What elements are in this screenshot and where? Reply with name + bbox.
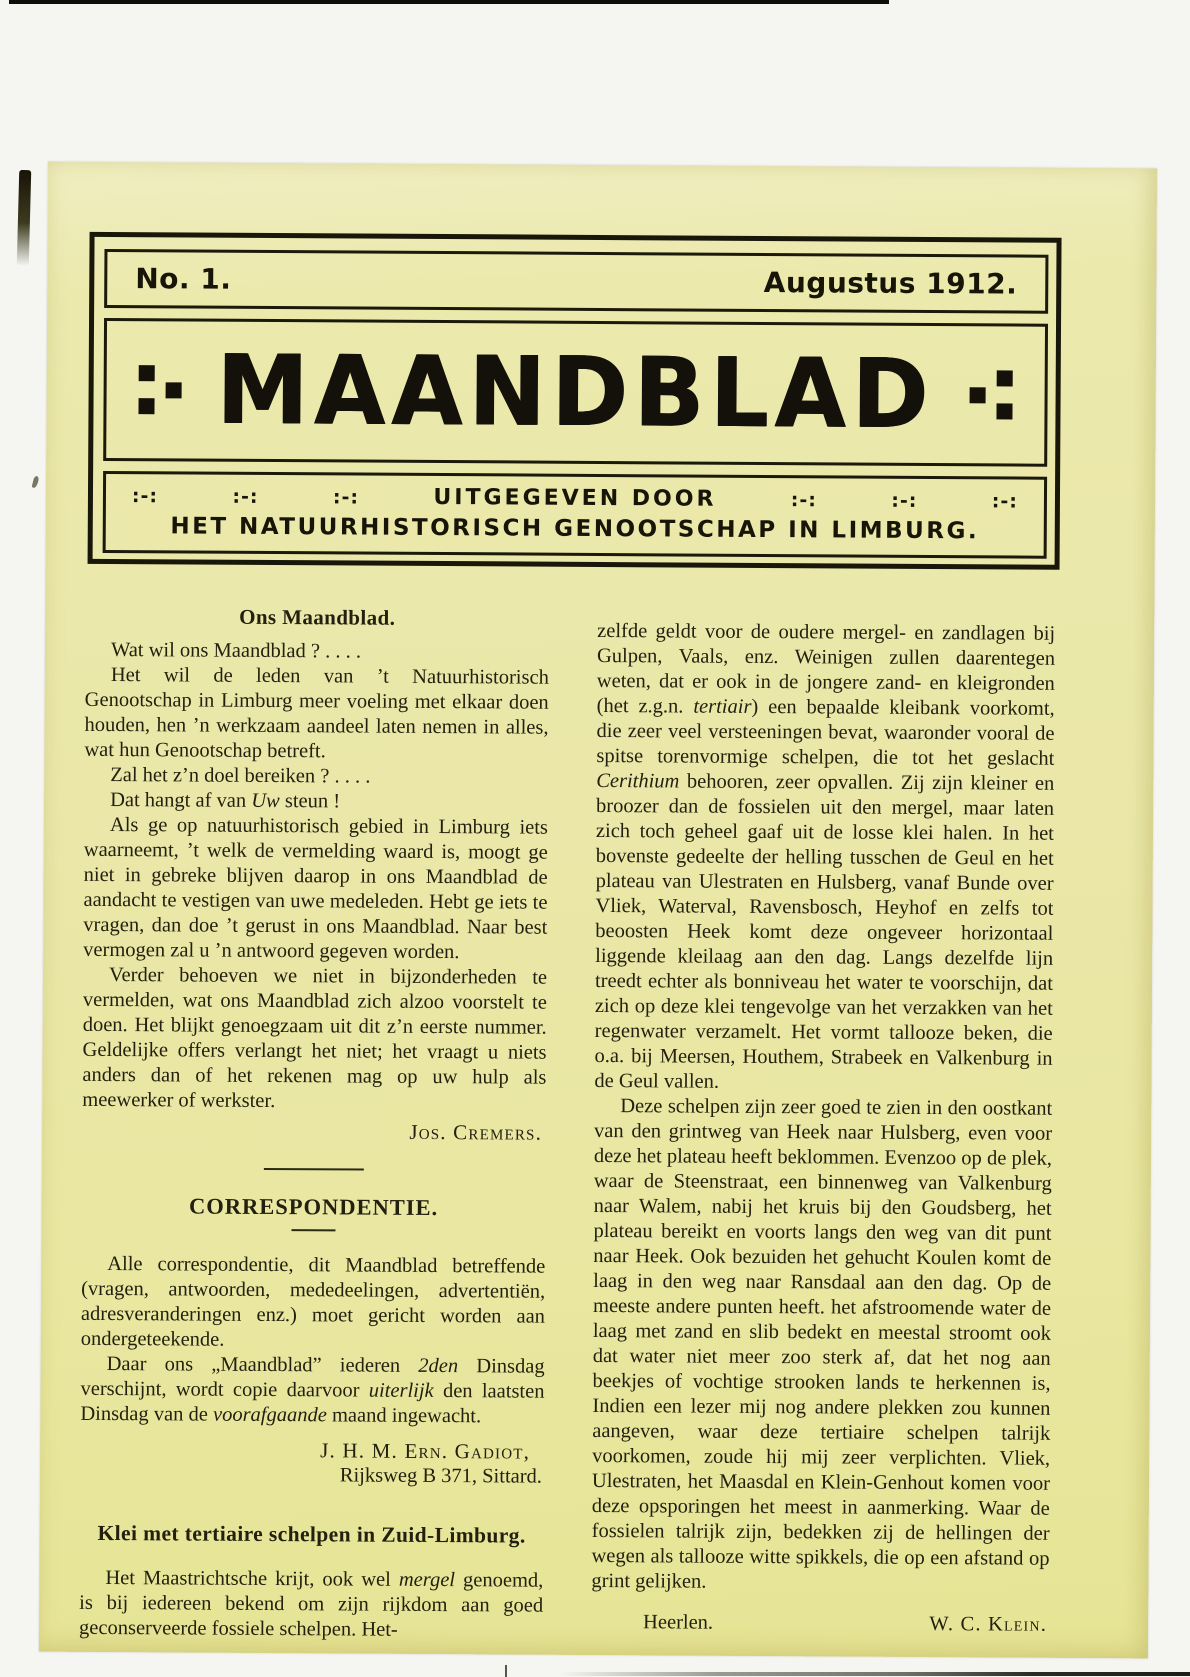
ornament-icon: :-:: [891, 489, 918, 512]
paragraph: Als ge op natuurhistorisch gebied in Limburg iets waarneemt, ’t welk de vermelding waard is, moogt ge niet in gebreke blijven daarop in ons Maandblad de aandacht te vestigen van uwe medeleden. Hebt ge iets te vragen, dan doe ’t gerust in ons Maandblad. Naar best vermogen zal u ’n antwoord gegeven worden.: [83, 814, 549, 964]
masthead-frame: [88, 232, 1062, 570]
published-by-line: [132, 483, 1018, 513]
article-title-klei: Klei met tertiaire schelpen in Zuid-Limburg.: [97, 1520, 526, 1548]
title-ornament-left-icon: [138, 365, 181, 414]
journal-page: [39, 162, 1157, 1659]
body-columns: [79, 604, 1154, 1648]
section-heading-divider: [291, 1229, 335, 1231]
ornament-icon: :-:: [790, 489, 817, 512]
published-by-label: UITGEGEVEN DOOR: [433, 484, 717, 512]
scan-bottom-tick: [505, 1665, 507, 1677]
paragraph: Zal het z’n doel bereiken ? . . . .: [110, 764, 371, 788]
paragraph-alle-correspondentie: Alle correspondentie, dit Maandblad betreffende (vragen, antwoorden, mededeelingen, advertentiën, adresveranderingen enz.) moet gericht worden aan ondergeteekende.: [80, 1252, 546, 1351]
closing-author: W. C. Klein.: [929, 1613, 1048, 1636]
issue-date-bar: [104, 249, 1048, 314]
ornament-icon: :-:: [991, 490, 1018, 513]
signature-gadiot: J. H. M. Ern. Gadiot,: [320, 1438, 531, 1464]
ornament-icon: :-:: [232, 485, 259, 508]
scan-edge-line: [9, 0, 889, 4]
issue-number: No. 1.: [135, 262, 232, 296]
paragraph: Daar ons „Maandblad” iederen 2den Dinsdag verschijnt, wordt copie daarvoor uiterlijk den laatsten Dinsdag van de voorafgaande maand ingewacht.: [80, 1352, 545, 1428]
title-ornament-right-icon: [969, 370, 1012, 419]
publisher-box: [103, 471, 1047, 559]
paragraph: Dat hangt af van Uw steun !: [110, 789, 341, 813]
ornament-icon: :-:: [131, 485, 159, 508]
paragraph: Deze schelpen zijn zeer goed te zien in den oostkant van den grintweg van Heek naar Hulsberg, even voor deze het plateau heeft beklommen. Evenzoo op de plek, waar de Steenstraat, een binnenweg van Valkenburg naar Walem, nabij het kruis bij den Goudsberg, het plateau bereikt en voorts langs den weg van dit punt naar Heek. Ook bezuiden het gehucht Koulen komt de laag in den weg naar Ransdaal aan den dag. Op de meeste andere punten heeft. het afstroomende water de laag met zand en slib bedekt en meestal stroomt ook dat water niet meer zoo sterk af, dat het nog aan beekjes of vochtige strooken lands te herkennen is, Indien een lezer mij nog andere plekken zou kunnen aangeven, waar deze tertiaire schelpen talrijk voorkomen, zoude hij mij zeer verplichten. Vliek, Ulestraten, het Maasdal en Klein-Genhout komen voor deze opsporingen het meest in aanmerking. Waar de fossielen talrijk zijn, bedekken zij de hellingen der wegen als tallooze witte spikkels, die op een afstand op grint gelijken.: [591, 1095, 1053, 1593]
title-box: [103, 318, 1048, 467]
binding-mark: [17, 170, 32, 266]
issue-date: Augustus 1912.: [763, 265, 1018, 301]
paragraph: Wat wil ons Maandblad ? . . . .: [110, 639, 362, 663]
column-right: [591, 607, 1055, 1647]
scan-bottom-edge-line: [560, 1672, 1190, 1676]
journal-title: MAANDBLAD: [216, 333, 935, 450]
article-title-ons-maandblad: Ons Maandblad.: [239, 604, 396, 630]
ornament-icon: :-:: [332, 486, 360, 509]
signature-cremers: Jos. Cremers.: [409, 1119, 543, 1145]
section-divider: [264, 1168, 364, 1171]
signature-address: Rijksweg B 371, Sittard.: [339, 1464, 543, 1488]
publisher-name: HET NATUURHISTORISCH GENOOTSCHAP IN LIMBURG.: [170, 513, 980, 545]
paragraph: Het wil de leden van ’t Natuurhistorisch Genootschap in Limburg meer voeling met elkaar doen houden, hen ’n werkzaam aandeel laten nemen in alles, wat hun Genootschap betreft.: [84, 664, 549, 763]
paragraph: zelfde geldt voor de oudere mergel- en zandlagen bij Gulpen, Vaals, enz. Weinigen zullen daarentegen weten, dat er ook in de jongere zand- en kleigronden (het z.g.n. tertiair) een bepaalde kleibank voorkomt, die zeer veel versteeningen bevat, waaronder vooral de spitse torenvormige schelpen, die tot het geslacht Cerithium behooren, zeer opvallen. Zij zijn kleiner en broozer dan de fossielen uit den mergel, maar laten zich toch geheel gaaf uit de losse klei halen. In het bovenste gedeelte der helling tusschen de Geul en het plateau van Ulestraten en Hulsberg, vanaf Bunde over Vliek, Waterval, Ravensbosch, Heyhof en zelfs tot beoosten Heek komt deze ongeveer horizontaal liggende kleilaag aan den dag. Langs dezelfde lijn treedt echter als bonniveau het water te voorschijn, dat zich op deze klei tengevolge van het verzakken van het regenwater verzamelt. Het vormt tallooze beken, die o.a. bij Meersen, Houthem, Strabeek en Valkenburg in de Geul vallen.: [594, 619, 1056, 1093]
paragraph: Verder behoeven we niet in bijzonderheden te vermelden, wat ons Maandblad zich alzoo voorstelt te doen. Het blijkt genoegzaam uit dit z’n eerste nummer. Geldelijke offers verlangt het niet; het vraagt u niets anders dan of het rekenen mag op uw hulp als meewerker of werkster.: [82, 964, 548, 1113]
closing-place: Heerlen.: [643, 1611, 714, 1634]
column-left: [79, 604, 549, 1644]
paragraph: Het Maastrichtsche krijt, ook wel mergel genoemd, is bij iedereen bekend om zijn rijkdom aan goed geconserveerde fossiele schelpen. Het-: [78, 1566, 544, 1641]
closing-signature-row: [591, 1610, 1049, 1638]
margin-ink-speck: [32, 476, 40, 489]
section-heading-correspondentie: CORRESPONDENTIE.: [188, 1193, 439, 1221]
